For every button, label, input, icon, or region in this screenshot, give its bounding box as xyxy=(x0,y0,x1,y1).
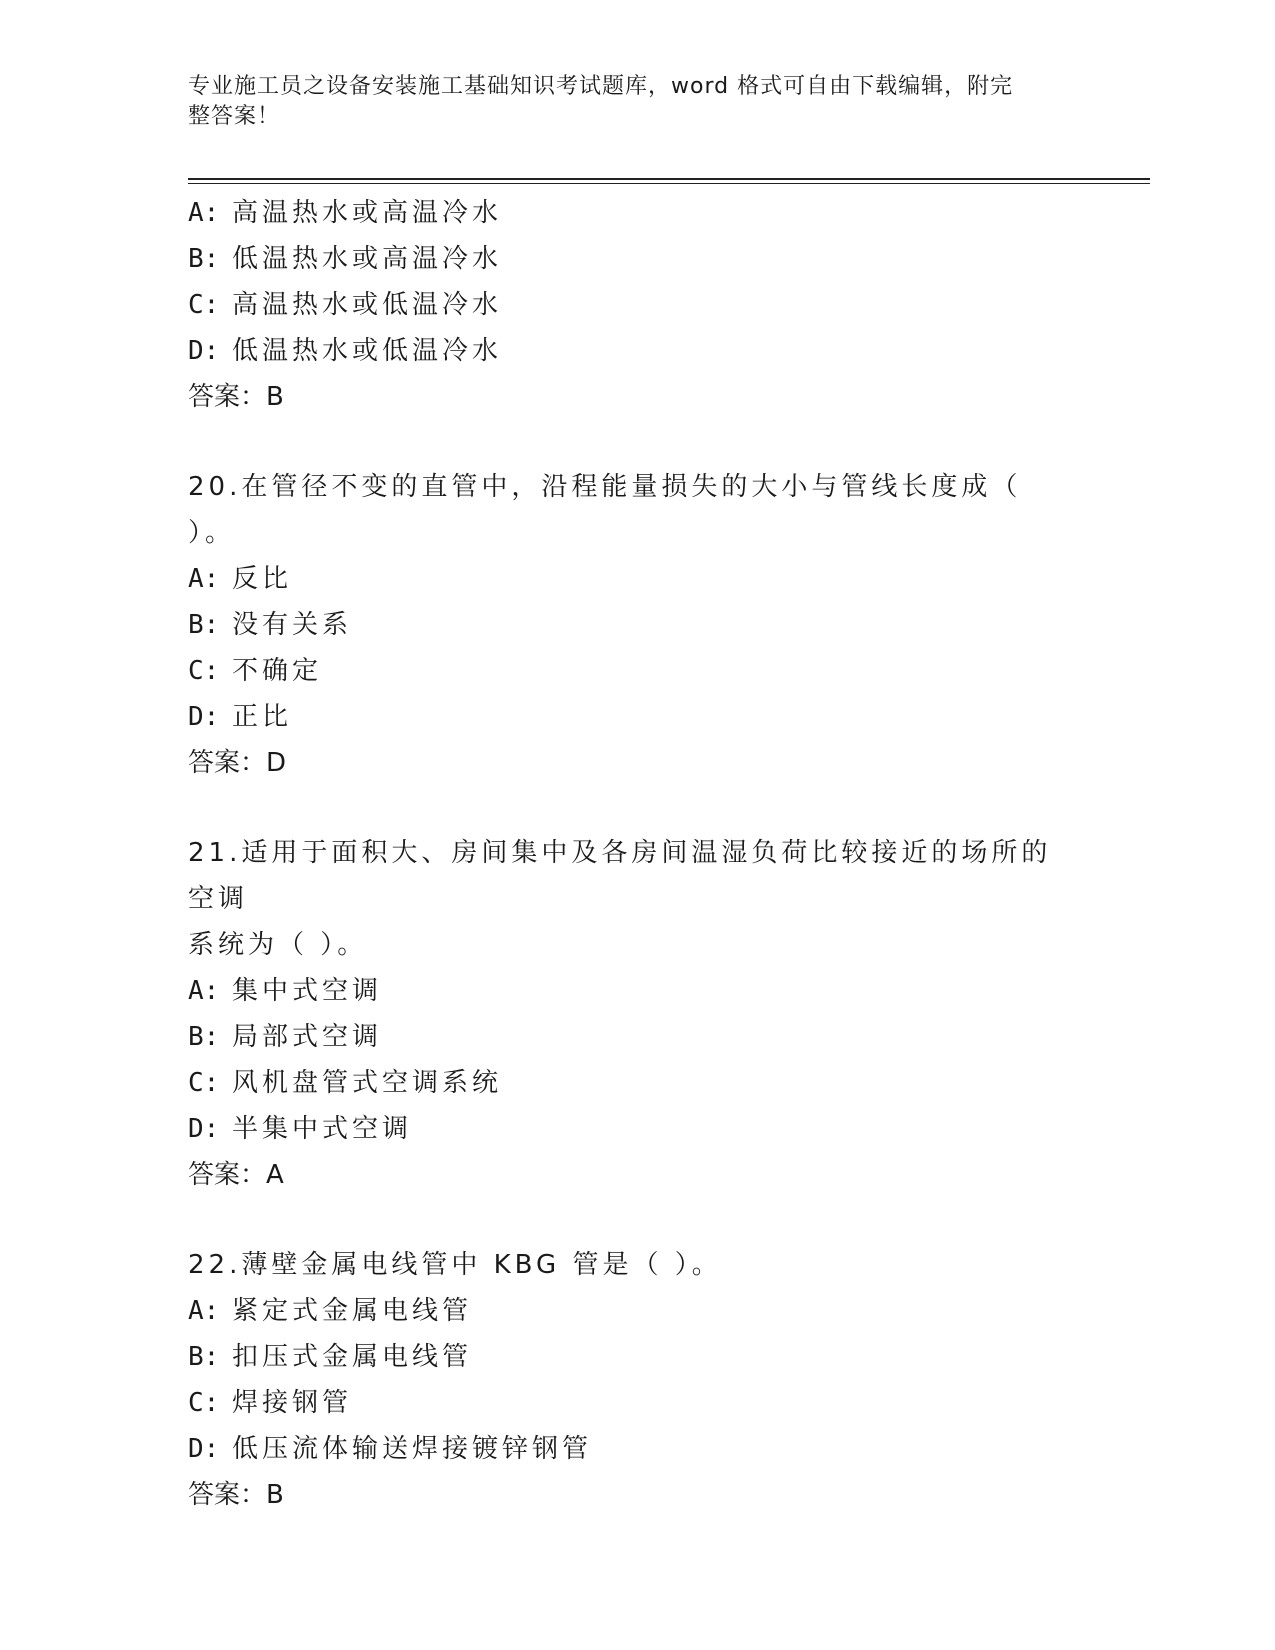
question-text-line-1: 21.适用于面积大、房间集中及各房间温湿负荷比较接近的场所的空调 xyxy=(188,838,1052,914)
option-d: D: 半集中式空调 xyxy=(188,1114,413,1144)
option-b: B: 低温热水或高温冷水 xyxy=(188,244,503,274)
question-text-line-2: 系统为（ ）。 xyxy=(188,930,368,960)
document-header xyxy=(188,72,1068,132)
question-text: 22.薄壁金属电线管中 KBG 管是（ ）。 xyxy=(188,1250,722,1280)
question-block-21 xyxy=(188,830,1148,1198)
header-line-2: 整答案！ xyxy=(188,104,281,129)
question-list xyxy=(188,190,1148,1518)
answer-line: 答案：B xyxy=(188,1480,284,1510)
option-d: D: 正比 xyxy=(188,702,293,732)
option-a: A: 紧定式金属电线管 xyxy=(188,1296,473,1326)
option-a: A: 集中式空调 xyxy=(188,976,383,1006)
option-c: C: 风机盘管式空调系统 xyxy=(188,1068,503,1098)
header-line-1: 专业施工员之设备安装施工基础知识考试题库，word 格式可自由下载编辑，附完 xyxy=(188,74,1014,99)
header-divider xyxy=(188,178,1150,184)
option-c: C: 焊接钢管 xyxy=(188,1388,353,1418)
option-a: A: 反比 xyxy=(188,564,293,594)
answer-line: 答案：A xyxy=(188,1160,284,1190)
answer-line: 答案：D xyxy=(188,748,287,778)
option-b: B: 没有关系 xyxy=(188,610,353,640)
option-d: D: 低温热水或低温冷水 xyxy=(188,336,503,366)
option-a: A: 高温热水或高温冷水 xyxy=(188,198,503,228)
option-c: C: 不确定 xyxy=(188,656,323,686)
option-d: D: 低压流体输送焊接镀锌钢管 xyxy=(188,1434,593,1464)
question-block-22 xyxy=(188,1242,1148,1518)
question-block-19 xyxy=(188,190,1148,420)
option-b: B: 扣压式金属电线管 xyxy=(188,1342,473,1372)
option-b: B: 局部式空调 xyxy=(188,1022,383,1052)
option-c: C: 高温热水或低温冷水 xyxy=(188,290,503,320)
answer-line: 答案：B xyxy=(188,382,284,412)
question-block-20 xyxy=(188,464,1148,786)
question-text: 20.在管径不变的直管中，沿程能量损失的大小与管线长度成（ ）。 xyxy=(188,472,1022,548)
